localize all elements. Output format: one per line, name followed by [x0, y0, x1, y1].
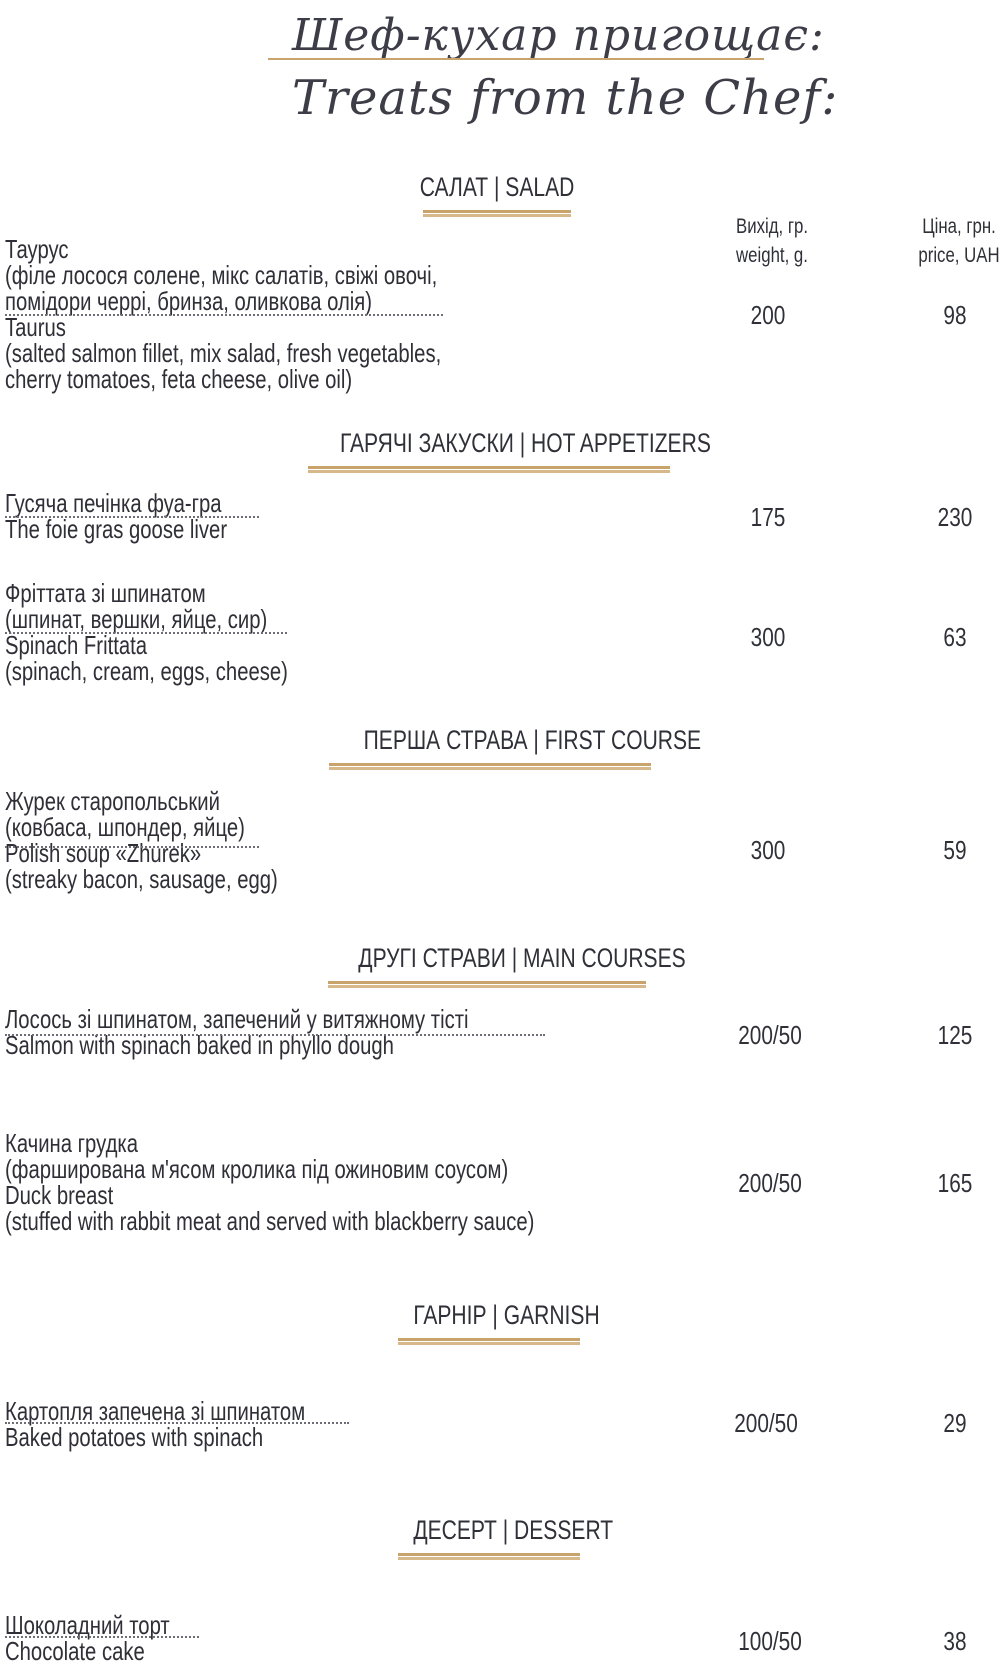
leader-dots	[5, 314, 443, 316]
item-price: 29	[943, 1408, 967, 1438]
item-line: помідори черрі, бринза, оливкова олія)	[5, 286, 373, 316]
menu-item-salmon	[5, 1006, 599, 1058]
item-line: Шоколадний торт	[5, 1610, 170, 1640]
section-dessert	[392, 1515, 614, 1557]
price-column-header	[907, 212, 1000, 270]
menu-item-zhurek	[5, 788, 355, 892]
section-main-courses	[322, 943, 686, 985]
item-line: Spinach Frittata	[5, 630, 148, 660]
item-price: 165	[937, 1168, 973, 1198]
item-weight: 100/50	[738, 1626, 802, 1656]
section-salad	[398, 172, 596, 214]
item-line: (фарширована м'ясом кролика під ожиновим соусом)	[5, 1154, 509, 1184]
section-garnish	[392, 1300, 600, 1342]
section-main-courses-rule	[328, 981, 646, 985]
menu-item-chocolate-cake	[5, 1612, 216, 1664]
section-hot-appetizers-title: ГАРЯЧІ ЗАКУСКИ | HOT APPETIZERS	[340, 428, 711, 458]
item-line: Chocolate cake	[5, 1636, 145, 1666]
item-line: Качина грудка	[5, 1128, 139, 1158]
item-line: Duck breast	[5, 1180, 114, 1210]
header-title-ua: Шеф-кухар пригощає:	[292, 10, 825, 61]
section-salad-title: САЛАТ | SALAD	[419, 172, 575, 202]
leader-dots	[5, 632, 287, 634]
item-weight: 200/50	[738, 1168, 802, 1198]
item-line: Baked potatoes with spinach	[5, 1422, 264, 1452]
leader-dots	[5, 1422, 349, 1424]
item-price: 98	[943, 300, 967, 330]
item-price: 63	[943, 622, 967, 652]
section-hot-appetizers-rule	[308, 466, 670, 470]
item-line: Гусяча печінка фуа-гра	[5, 488, 222, 518]
item-line: (spinach, cream, eggs, cheese)	[5, 656, 288, 686]
price-header-ua: Ціна, грн.	[922, 215, 996, 238]
section-garnish-rule	[398, 1338, 580, 1342]
item-line: Taurus	[5, 312, 66, 342]
item-weight: 175	[750, 502, 786, 532]
menu-item-potatoes	[5, 1398, 390, 1450]
item-line: (філе лосося солене, мікс салатів, свіжі овочі,	[5, 260, 438, 290]
item-price: 38	[943, 1626, 967, 1656]
section-first-course	[328, 725, 702, 767]
leader-dots	[5, 516, 259, 518]
item-weight: 200	[750, 300, 786, 330]
leader-dots	[5, 1636, 199, 1638]
menu-item-duck	[5, 1130, 684, 1234]
weight-header-en: weight, g.	[736, 244, 808, 267]
leader-dots	[5, 1034, 545, 1036]
section-main-courses-title: ДРУГІ СТРАВИ | MAIN COURSES	[358, 943, 686, 973]
header-title-en: Treats from the Chef:	[292, 70, 839, 126]
section-salad-rule	[423, 210, 571, 214]
item-weight: 200/50	[738, 1020, 802, 1050]
price-header-en: price, UAH	[918, 244, 1000, 267]
weight-column-header	[724, 212, 820, 270]
leader-dots	[5, 846, 259, 848]
item-line: (stuffed with rabbit meat and served with blackberry sauce)	[5, 1206, 535, 1236]
item-line: (streaky bacon, sausage, egg)	[5, 864, 278, 894]
item-weight: 300	[750, 622, 786, 652]
item-line: (ковбаса, шпондер, яйце)	[5, 812, 245, 842]
item-line: Polish soup «Zhurek»	[5, 838, 202, 868]
item-line: Таурус	[5, 234, 69, 264]
item-weight: 300	[750, 835, 786, 865]
header-rule	[268, 58, 764, 60]
item-line: Salmon with spinach baked in phyllo dough	[5, 1030, 394, 1060]
section-dessert-title: ДЕСЕРТ | DESSERT	[413, 1515, 614, 1545]
item-line: Фріттата зі шпинатом	[5, 578, 206, 608]
weight-header-ua: Вихід, гр.	[736, 215, 808, 238]
section-first-course-title: ПЕРША СТРАВА | FIRST COURSE	[363, 725, 702, 755]
item-line: (шпинат, вершки, яйце, сир)	[5, 604, 268, 634]
item-line: Картопля запечена зі шпинатом	[5, 1396, 306, 1426]
item-line: Лосось зі шпинатом, запечений у витяжному тісті	[5, 1004, 469, 1034]
item-line: The foie gras goose liver	[5, 514, 228, 544]
section-first-course-rule	[329, 763, 651, 767]
item-line: (salted salmon fillet, mix salad, fresh vegetables,	[5, 338, 442, 368]
section-dessert-rule	[398, 1553, 580, 1557]
section-hot-appetizers	[298, 428, 711, 470]
item-line: Журек старопольський	[5, 786, 220, 816]
item-line: cherry tomatoes, feta cheese, olive oil)	[5, 364, 353, 394]
section-garnish-title: ГАРНІР | GARNISH	[413, 1300, 600, 1330]
item-weight: 200/50	[734, 1408, 798, 1438]
item-price: 230	[937, 502, 973, 532]
item-price: 59	[943, 835, 967, 865]
item-price: 125	[937, 1020, 973, 1050]
